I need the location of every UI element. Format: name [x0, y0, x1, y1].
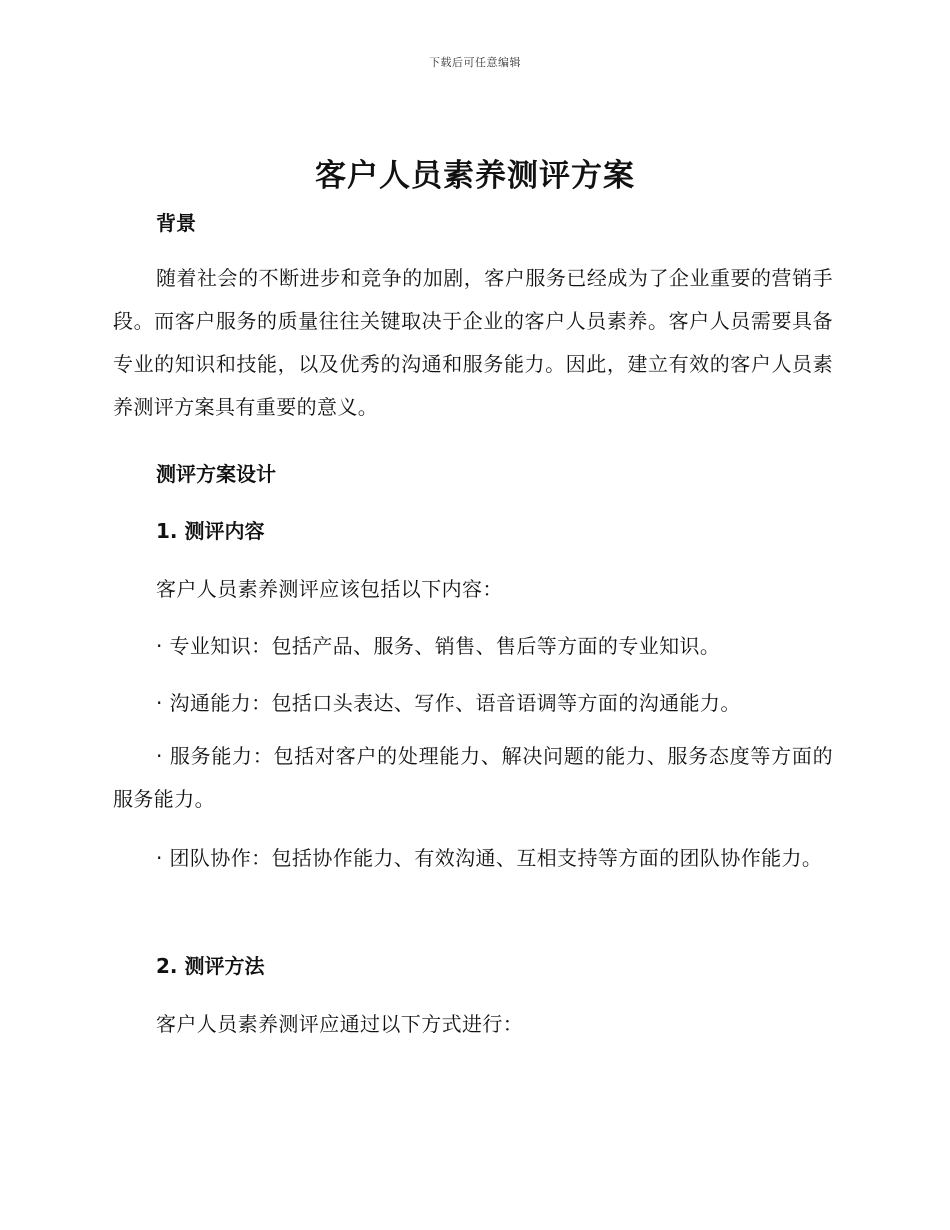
content-item-service: · 服务能力：包括对客户的处理能力、解决问题的能力、服务态度等方面的服务能力。 — [113, 744, 833, 811]
subsection-heading-content: 1. 测评内容 — [156, 519, 265, 543]
subsection-heading-method: 2. 测评方法 — [156, 954, 265, 978]
content-item-communication: · 沟通能力：包括口头表达、写作、语音语调等方面的沟通能力。 — [156, 691, 741, 715]
section-heading-background: 背景 — [156, 211, 196, 235]
background-paragraph: 随着社会的不断进步和竞争的加剧，客户服务已经成为了企业重要的营销手段。而客户服务的质量往往关键取决于企业的客户人员素养。客户人员需要具备专业的知识和技能，以及优秀的沟通和服务能力。因此，建立有效的客户人员素养测评方案具有重要的意义。 — [113, 266, 833, 419]
document-title: 客户人员素养测评方案 — [315, 158, 635, 194]
header-note: 下载后可任意编辑 — [429, 56, 521, 69]
method-intro: 客户人员素养测评应通过以下方式进行： — [156, 1012, 524, 1036]
section-heading-design: 测评方案设计 — [156, 462, 276, 486]
content-intro: 客户人员素养测评应该包括以下内容： — [156, 577, 503, 601]
content-item-teamwork: · 团队协作：包括协作能力、有效沟通、互相支持等方面的团队协作能力。 — [156, 846, 823, 870]
content-item-professional-knowledge: · 专业知识：包括产品、服务、销售、售后等方面的专业知识。 — [156, 634, 721, 658]
